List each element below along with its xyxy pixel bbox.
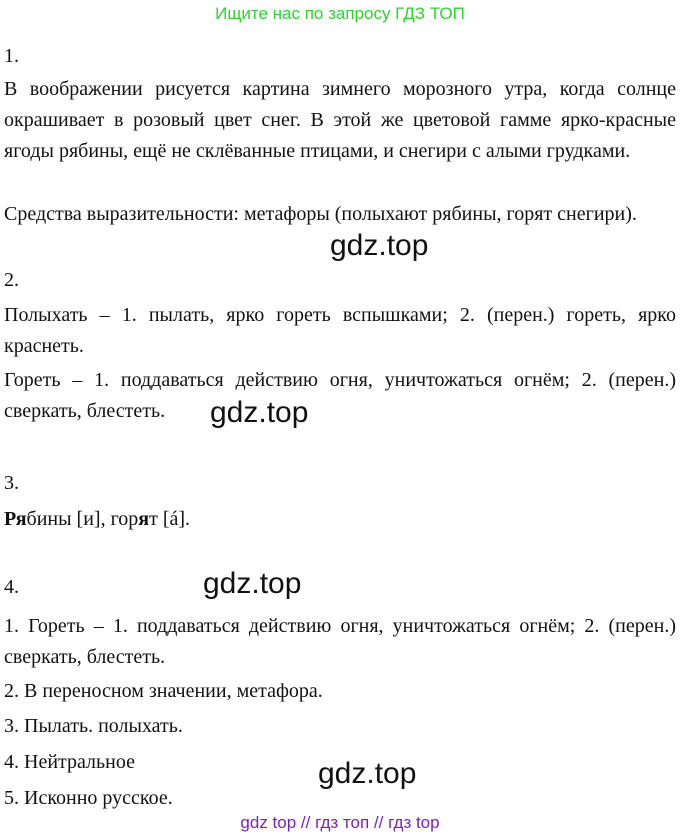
- watermark-2: gdz.top: [210, 396, 309, 429]
- watermark-1: gdz.top: [330, 229, 429, 262]
- answer-3-text-2: т [á].: [149, 508, 191, 530]
- stressed-letter-r: Р: [4, 508, 16, 530]
- answer-4-item-2: 2. В переносном значении, метафора.: [4, 680, 323, 702]
- answer-3-text-1: бины [и], гор: [26, 508, 139, 530]
- answer-4-item-5: 5. Исконно русское.: [4, 787, 173, 809]
- answer-4-item-4: 4. Нейтральное: [4, 751, 135, 773]
- answer-4-item-3: 3. Пылать. полыхать.: [4, 715, 183, 737]
- watermark-3: gdz.top: [203, 567, 302, 600]
- answer-4-item-1: 1. Гореть – 1. поддаваться действию огня, уничтожаться огнём; 2. (перен.) сверкать, блестеть.: [4, 615, 676, 668]
- answer-2-paragraph-1: Полыхать – 1. пылать, ярко гореть вспышками; 2. (перен.) гореть, ярко краснеть.: [4, 304, 676, 357]
- stressed-vowel-2: я: [138, 508, 150, 530]
- section-number-4: 4.: [4, 576, 19, 598]
- answer-1-paragraph-1: В воображении рисуется картина зимнего морозного утра, когда солнце окрашивает в розовый цвет снег. В этой же цветовой гамме ярко-красные ягоды рябины, ещё не склёванные птицами, и снегири с алыми грудками.: [4, 78, 676, 162]
- section-number-1: 1.: [4, 45, 19, 67]
- section-number-2: 2.: [4, 269, 19, 291]
- answer-1-paragraph-2: Средства выразительности: метафоры (полыхают рябины, горят снегири).: [4, 203, 637, 225]
- stressed-vowel-1: я: [15, 508, 27, 530]
- answer-3-line: [4, 504, 676, 535]
- promo-footer: gdz top // гдз топ // гдз top: [240, 813, 440, 832]
- answer-2-paragraph-2: Гореть – 1. поддаваться действию огня, уничтожаться огнём; 2. (перен.) сверкать, блестеть.: [4, 369, 676, 422]
- promo-header: Ищите нас по запросу ГДЗ ТОП: [215, 4, 465, 23]
- watermark-4: gdz.top: [318, 757, 417, 790]
- section-number-3: 3.: [4, 472, 19, 494]
